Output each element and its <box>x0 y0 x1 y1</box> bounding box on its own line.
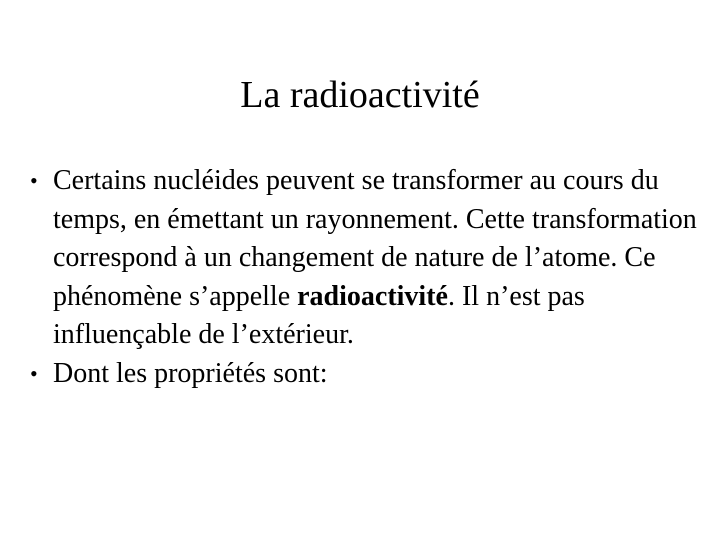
bold-term: radioactivité <box>297 280 448 312</box>
bullet-text-end: . Il n’est pas influençable de l’extérieur. <box>53 280 585 350</box>
bullet-text: Dont les propriétés sont: <box>53 357 328 389</box>
bullet-icon: • <box>30 360 38 386</box>
bullet-text: Certains nucléides peuvent se transformer au cours du temps, en émettant un rayonnement. Cette transformation correspond à un changement de nature de l’atome. Ce phénomène s’appelle <box>53 165 697 312</box>
bullet-item <box>30 162 702 355</box>
slide-title: La radioactivité <box>240 74 480 116</box>
bullet-list <box>30 162 702 393</box>
bullet-item <box>30 355 702 394</box>
bullet-icon: • <box>30 168 38 193</box>
